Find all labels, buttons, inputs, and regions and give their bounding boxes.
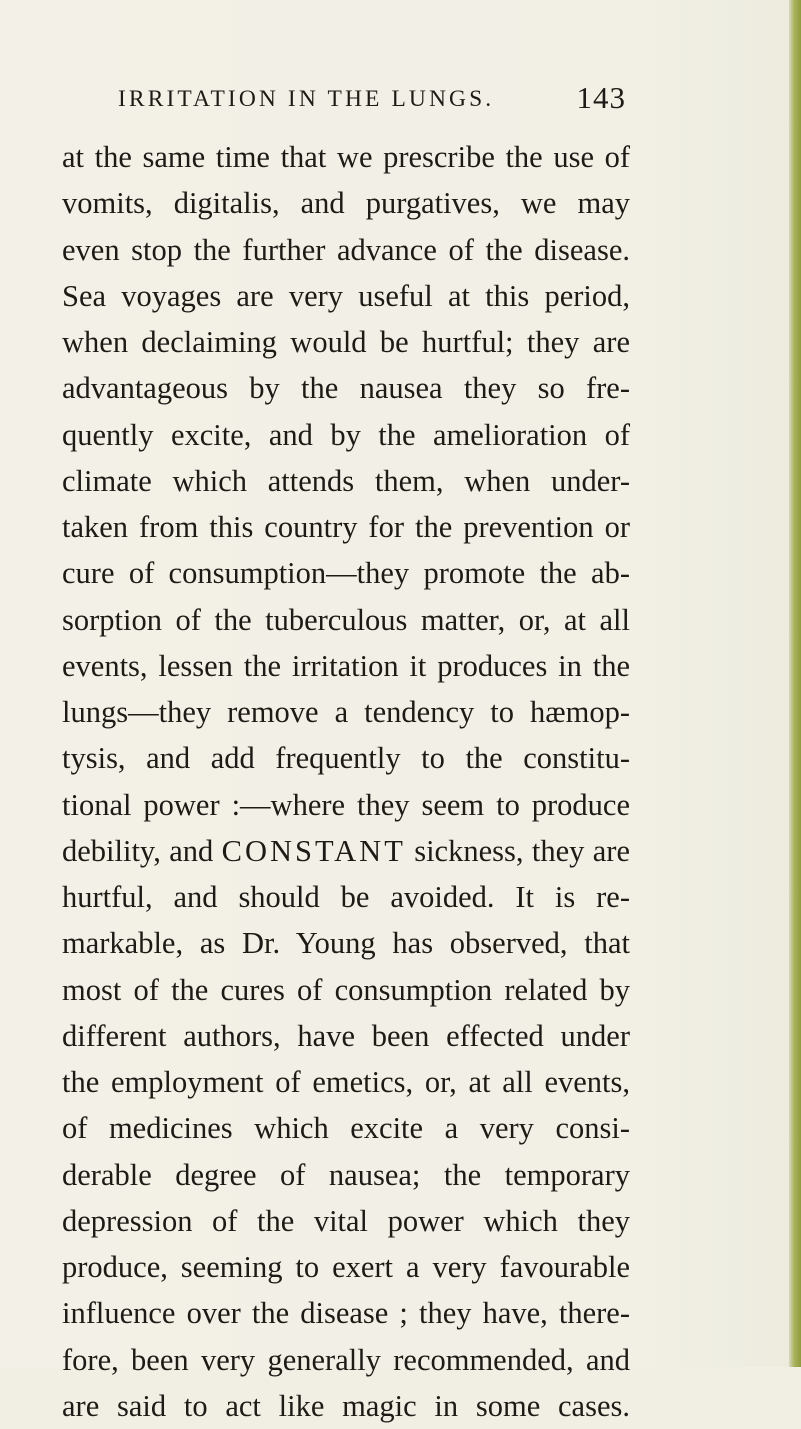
text-line: the employment of emetics, or, at all events,	[62, 1065, 630, 1099]
text-line: different authors, have been effected under	[62, 1018, 630, 1053]
text-line: sorption of the tuberculous matter, or, at all	[62, 602, 630, 637]
text-line: tional power :—where they seem to produce	[62, 787, 630, 822]
text-line: hurtful, and should be avoided. It is re-	[62, 880, 630, 914]
text-line: most of the cures of consumption related by	[62, 972, 630, 1007]
text-line: quently excite, and by the amelioration of	[62, 417, 630, 452]
text-line: at the same time that we prescribe the use of	[62, 140, 630, 174]
page-number: 143	[576, 80, 626, 115]
text-line: influence over the disease ; they have, there-	[62, 1296, 630, 1331]
text-line: produce, seeming to exert a very favourable	[62, 1250, 630, 1284]
text-fragment: sickness, they are	[405, 833, 630, 868]
text-line: fore, been very generally recommended, and	[62, 1342, 630, 1377]
text-line: climate which attends them, when under-	[62, 463, 630, 498]
running-title: IRRITATION IN THE LUNGS.	[118, 86, 495, 112]
text-line: of medicines which excite a very consi-	[62, 1111, 630, 1146]
text-fragment: debility, and	[62, 833, 222, 868]
text-line: derable degree of nausea; the temporary	[62, 1157, 630, 1192]
text-line: advantageous by the nausea they so fre-	[62, 371, 630, 406]
text-line: markable, as Dr. Young has observed, that	[62, 926, 630, 961]
text-line: vomits, digitalis, and purgatives, we may	[62, 186, 630, 221]
text-line-emphasis	[62, 828, 630, 874]
text-line: taken from this country for the prevention or	[62, 510, 630, 544]
page-edge-binding	[789, 0, 801, 1367]
text-line: tysis, and add frequently to the constitu-	[62, 741, 630, 776]
text-line: events, lessen the irritation it produces in the	[62, 648, 630, 683]
text-line-last: are said to act like magic in some cases.	[62, 1388, 630, 1423]
text-line: depression of the vital power which they	[62, 1203, 630, 1238]
text-line: even stop the further advance of the disease.	[62, 232, 630, 267]
page-header	[118, 80, 626, 120]
text-line: Sea voyages are very useful at this period,	[62, 278, 630, 313]
text-line: when declaiming would be hurtful; they are	[62, 325, 630, 359]
text-line: lungs—they remove a tendency to hæmop-	[62, 695, 630, 729]
small-caps-word: CONSTANT	[221, 833, 406, 868]
body-text	[62, 134, 630, 1429]
text-line: cure of consumption—they promote the ab-	[62, 556, 630, 591]
